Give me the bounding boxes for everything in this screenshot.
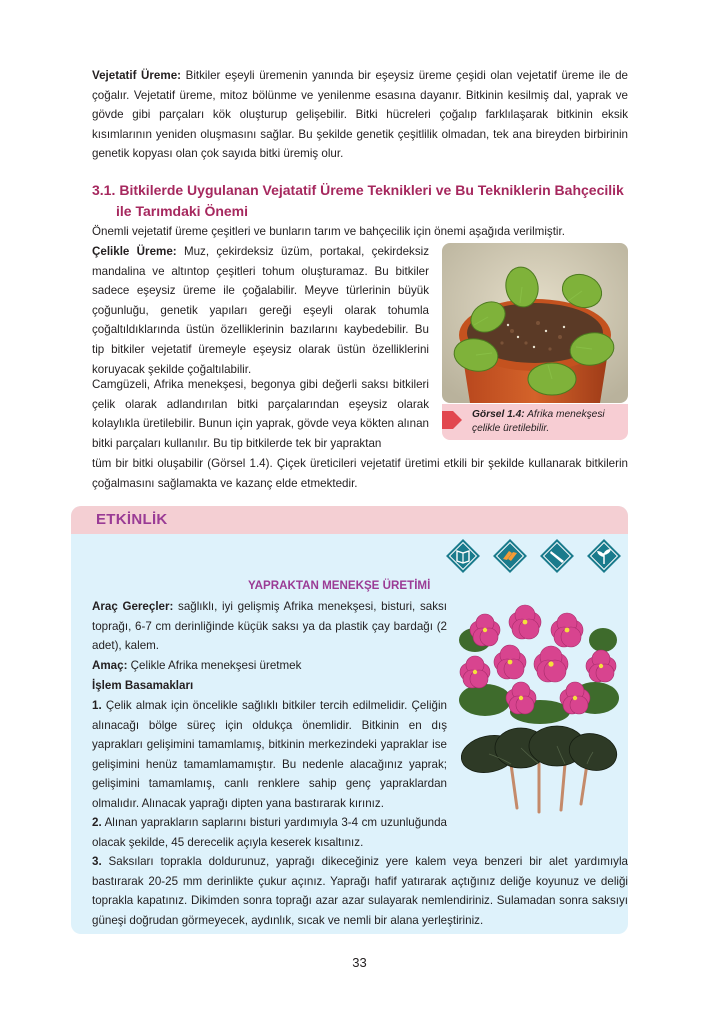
step-1 [92, 696, 447, 814]
section-title-line1: Bitkilerde Uygulanan Vejatatif Üreme Teknikleri ve Bu Tekniklerin Bahçecilik [119, 182, 624, 198]
figure-caption-text [472, 408, 626, 436]
step-1-text: Çelik almak için öncelikle sağlıklı bitkiler tercih edilmelidir. Çeliğin alınacağı bölge süreç için oldukça önemlidir. Bitkinin en dış yaprakları gelişimini tamamlamış, bitkinin merkezindeki yapraklar ise gelişimini henüz tamamlamamıştır. Bu nedenle alacağınız yaprak; gelişimini tamamlamış, canlı renklere sahip genç yapraklardan olmalıdır. Alınacak yaprağı dipten yana bastırarak kırınız. [92, 699, 447, 810]
figure-label: Görsel 1.4: [472, 409, 525, 420]
pencil-icon [540, 539, 574, 573]
activity-title: YAPRAKTAN MENEKŞE ÜRETİMİ [248, 579, 431, 592]
materials-label: Araç Gereçler: [92, 600, 174, 613]
step-2 [92, 813, 447, 852]
african-violet-pot-illustration [442, 243, 628, 403]
aim-text: Çelikle Afrika menekşesi üretmek [127, 659, 302, 672]
african-violet-pot-photo [442, 243, 628, 403]
caption-arrow-icon [442, 411, 462, 429]
intro-text: Bitkiler eşeyli üremenin yanında bir eşeysiz üreme çeşidi olan vejetatif üreme ile de çoğalır. Vejetatif üreme, mitoz bölünme ve yenilenme esasına dayanır. Bitkinin kesilmiş dal, yaprak ve gövde gibi parçaları kök oluşturup gelişebilir. Bitki hücreleri çoğalıp farklılaşarak bitkinin eksik kısımlarının yeniden oluşmasını sağlar. Bu şekilde genetik çeşitlilik olmadan, tek ana bireyden birbirinin genetik kopyası olan çok sayıda bitki üremiş olur. [92, 69, 628, 161]
steps-label: İşlem Basamakları [92, 679, 194, 692]
section-heading [92, 180, 652, 222]
activity-header: ETKİNLİK [96, 511, 168, 528]
figure-caption [442, 404, 628, 440]
aim-paragraph [92, 656, 447, 676]
materials-text: sağlıklı, iyi gelişmiş Afrika menekşesi, bisturi, saksı toprağı, 6-7 cm derinliğinde küçük saksı ya da plastik çay bardağı (2 adet), kalem. [92, 600, 448, 653]
celik-paragraph-2 [92, 375, 429, 453]
page-number: 33 [352, 955, 367, 970]
hands-icon [493, 539, 527, 573]
intro-paragraph [92, 66, 628, 164]
steps-heading [92, 676, 447, 696]
celik-text: Muz, çekirdeksiz üzüm, portakal, çekirdeksiz mandalina ve altıntop çeşitleri tohum oluşturamaz. Bu bitkiler sadece eşeysiz üreme ile çoğalabilir. Meyve türlerinin büyük çoğunluğu, genetik yapıları gereği eşeyli olarak tohumla çoğaltıldıklarında üstün özelliklerinin bazılarını kaybedebilir. Bu tip bitkiler vejetatif üremeyle eşeysiz olarak üstün özelliklerini koruyacak şekilde çoğaltılabilir. [92, 245, 429, 376]
celik-paragraph-3-text: tüm bir bitki oluşabilir (Görsel 1.4). Çiçek üreticileri vejetatif üretimi etkili bir şekilde kullanarak bitkilerin çoğalmasını sağlamakta ve kazanç elde etmektedir. [92, 457, 628, 490]
section-number: 3.1. [92, 182, 116, 198]
cut-leaves-photo [461, 724, 619, 816]
section-title-line2: ile Tarımdaki Önemi [116, 203, 249, 219]
celik-label: Çelikle Üreme: [92, 245, 177, 258]
step-3-text: Saksıları toprakla doldurunuz, yaprağı dikeceğiniz yere kalem veya benzeri bir alet yardımıyla bastırarak 20-25 mm derinlikte çukur açınız. Yaprağı hafif yatırarak açtığınız deliğe koyunuz ve deliği toprakla kapatınız. Dikimden sonra toprağı azar azar sulayarak nemlendiriniz. Sulamadan sonra saksıyı güneşi doğrudan görmeyecek, aydınlık, sıcak ve nemli bir alana yerleştiriniz. [92, 855, 628, 927]
step-3 [92, 852, 628, 930]
book-icon [446, 539, 480, 573]
step-2-number: 2. [92, 816, 102, 829]
section-lead-text: Önemli vejetatif üreme çeşitleri ve bunların tarım ve bahçecilik için önemi aşağıda verilmiştir. [92, 225, 565, 238]
activity-header-bar [71, 506, 628, 534]
celik-paragraph-3 [92, 454, 628, 493]
step-3-number: 3. [92, 855, 102, 868]
celik-paragraph-2-text: Camgüzeli, Afrika menekşesi, begonya gibi değerli saksı bitkileri çelik olarak adlandırılan bitki parçalarından eşeysiz olarak kolaylıkla üretilebilir. Bunun için yaprak, gövde veya kökten alınan bitki parçaları kullanılır. Bu tip bitkilerde tek bir yapraktan [92, 378, 429, 450]
figure-text: Afrika menekşesi çelikle üretilebilir. [472, 409, 605, 434]
section-lead [92, 222, 632, 242]
celik-paragraph [92, 242, 429, 379]
step-2-text: Alınan yaprakların saplarını bisturi yardımıyla 3-4 cm uzunluğunda olacak şekilde, 45 derecelik açıyla keserek kısaltınız. [92, 816, 447, 849]
violet-flowers-photo [455, 600, 620, 725]
intro-label: Vejetatif Üreme: [92, 69, 182, 82]
step-1-number: 1. [92, 699, 102, 712]
plant-icon [587, 539, 621, 573]
materials-paragraph [92, 597, 447, 656]
aim-label: Amaç: [92, 659, 128, 672]
